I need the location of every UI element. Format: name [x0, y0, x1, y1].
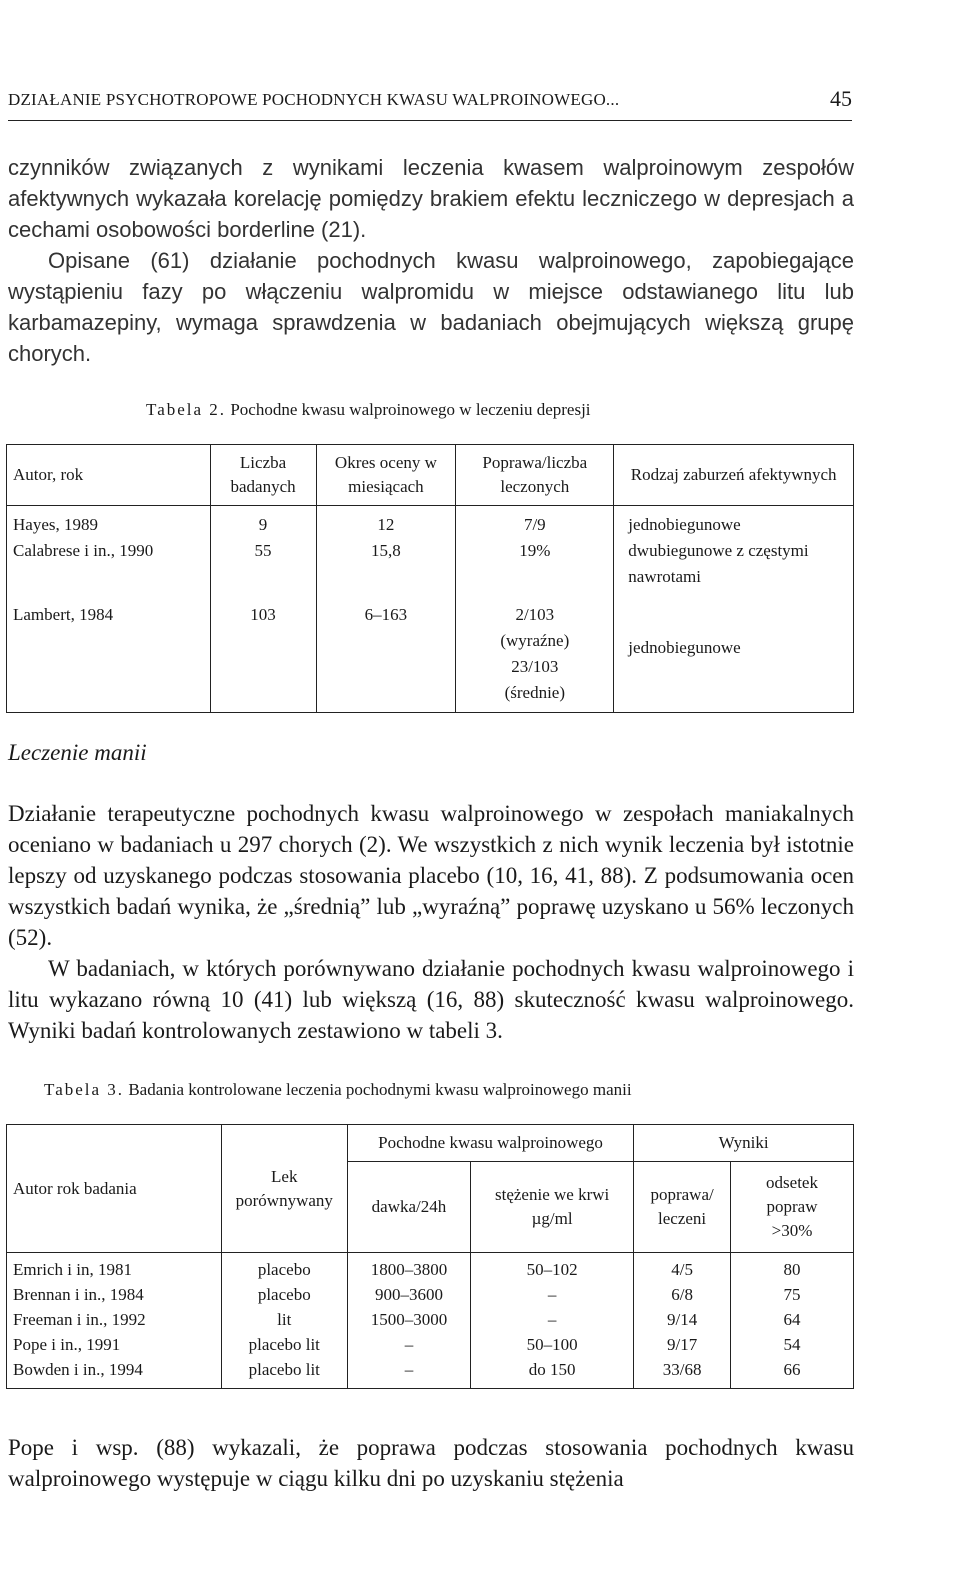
table-cell: 7/9 — [456, 506, 614, 539]
table-cell: 1500–3000 — [347, 1307, 470, 1332]
table-cell: dwubiegunowe z częstymi nawrotami — [614, 538, 854, 590]
table3-header-cell: Lek porównywany — [221, 1125, 347, 1253]
table-cell: 9/17 — [634, 1332, 731, 1357]
table-cell: 2/103 (wyraźne) 23/103 (średnie) — [456, 590, 614, 713]
table3-caption-label: Tabela 3. — [44, 1080, 125, 1099]
table-cell: 33/68 — [634, 1357, 731, 1389]
table-row — [7, 1282, 854, 1307]
page-number: 45 — [830, 86, 852, 111]
table-cell: – — [471, 1282, 634, 1307]
table-cell: 4/5 — [634, 1253, 731, 1283]
table3-caption-text: Badania kontrolowane leczenia pochodnymi kwasu walproinowego manii — [128, 1080, 632, 1099]
table2-caption-text: Pochodne kwasu walproinowego w leczeniu depresji — [230, 400, 591, 419]
table-cell: Bowden i in., 1994 — [13, 1360, 143, 1379]
table2-header-row — [7, 445, 854, 506]
table-cell: placebo — [221, 1282, 347, 1307]
table3-header-cell: poprawa/ leczeni — [634, 1162, 731, 1253]
table3-group-header: Wyniki — [634, 1125, 854, 1162]
table-cell: 12 — [316, 506, 456, 539]
table-cell: Calabrese i in., 1990 — [13, 541, 154, 560]
table-cell: 55 — [210, 538, 316, 590]
section-heading: Leczenie manii — [8, 740, 147, 765]
table-cell: 15,8 — [316, 538, 456, 590]
table2-header-cell: Liczba badanych — [210, 445, 316, 506]
table-cell: 6–163 — [316, 590, 456, 713]
table-row — [7, 1332, 854, 1357]
paragraph-1: czynników związanych z wynikami leczenia kwasem walproinowym zespołów afektywnych wykazała korelację pomiędzy brakiem efektu leczniczego w depresjach a cechami osobowości borderline (21). — [8, 155, 854, 242]
table-cell: 50–100 — [471, 1332, 634, 1357]
table-row — [7, 1307, 854, 1332]
table-cell: placebo lit — [221, 1357, 347, 1389]
table-cell: do 150 — [471, 1357, 634, 1389]
table-cell: 64 — [731, 1307, 854, 1332]
paragraph-2: Opisane (61) działanie pochodnych kwasu walproinowego, zapobiegające wystąpieniu fazy po włączeniu walpromidu w miejsce odstawianego litu lub karbamazepiny, wymaga sprawdzenia w badaniach obejmujących większą grupę chorych. — [8, 248, 854, 366]
table3-header-cell: stężenie we krwi µg/ml — [471, 1162, 634, 1253]
table-cell: placebo lit — [221, 1332, 347, 1357]
table-cell: 80 — [731, 1253, 854, 1283]
table-cell: Brennan i in., 1984 — [13, 1285, 144, 1304]
table-cell: – — [347, 1332, 470, 1357]
table-cell: Emrich i in, 1981 — [13, 1260, 132, 1279]
table2-header-cell: Poprawa/liczba leczonych — [456, 445, 614, 506]
table2-header-cell: Okres oceny w miesiącach — [316, 445, 456, 506]
table-cell: 9/14 — [634, 1307, 731, 1332]
table2-caption — [146, 400, 591, 420]
table-cell: jednobiegunowe — [614, 590, 854, 713]
table-cell: 103 — [210, 590, 316, 713]
table3-header-cell: Autor rok badania — [7, 1125, 222, 1253]
table-cell: 75 — [731, 1282, 854, 1307]
table-cell: Hayes, 1989 — [13, 515, 98, 534]
paragraph-3: Działanie terapeutyczne pochodnych kwasu walproinowego w zespołach maniakalnych oceniano w badaniach u 297 chorych (2). We wszystkich z nich wynik leczenia był istotnie lepszy od uzyskanego podczas stosowania placebo (10, 16, 41, 88). Z podsumowania ocen wszystkich badań wynika, że „średnią” lub „wyraźną” poprawę uzyskano u 56% leczonych (52). — [8, 801, 854, 950]
paragraph-4: W badaniach, w których porównywano działanie pochodnych kwasu walproinowego i litu wykazano równą 10 (41) lub większą (16, 88) skuteczność kwasu walproinowego. Wyniki badań kontrolowanych zestawiono w tabeli 3. — [8, 956, 854, 1043]
table2-header-cell: Autor, rok — [7, 445, 211, 506]
table-cell: 900–3600 — [347, 1282, 470, 1307]
table-row — [7, 506, 854, 539]
table3-caption — [44, 1080, 632, 1100]
table2-caption-label: Tabela 2. — [146, 400, 227, 419]
table-row — [7, 1253, 854, 1283]
table-2 — [6, 444, 854, 713]
table3-header-cell: dawka/24h — [347, 1162, 470, 1253]
table-cell: 9 — [210, 506, 316, 539]
table-cell: 50–102 — [471, 1253, 634, 1283]
table-cell: 66 — [731, 1357, 854, 1389]
table-cell: Freeman i in., 1992 — [13, 1310, 146, 1329]
table-cell: 54 — [731, 1332, 854, 1357]
table-cell: jednobiegunowe — [614, 506, 854, 539]
table-row — [7, 590, 854, 713]
table-row — [7, 538, 854, 590]
running-title: DZIAŁANIE PSYCHOTROPOWE POCHODNYCH KWASU WALPROINOWEGO... — [8, 90, 620, 109]
table3-group-header: Pochodne kwasu walproinowego — [347, 1125, 633, 1162]
table2-header-cell: Rodzaj zaburzeń afektywnych — [614, 445, 854, 506]
table-row — [7, 1357, 854, 1389]
table-cell: placebo — [221, 1253, 347, 1283]
paragraph-5: Pope i wsp. (88) wykazali, że poprawa podczas stosowania pochodnych kwasu walproinowego występuje w ciągu kilku dni po uzyskaniu stężenia — [8, 1435, 854, 1491]
table-3 — [6, 1124, 854, 1389]
table3-header-cell: odsetek popraw >30% — [731, 1162, 854, 1253]
table-cell: 6/8 — [634, 1282, 731, 1307]
table-cell: lit — [221, 1307, 347, 1332]
table-cell: Pope i in., 1991 — [13, 1335, 121, 1354]
table-cell: – — [347, 1357, 470, 1389]
running-head — [8, 84, 852, 121]
table-cell: 1800–3800 — [347, 1253, 470, 1283]
table-cell: Lambert, 1984 — [13, 605, 114, 624]
table-cell: 19% — [456, 538, 614, 590]
table3-header-row-1 — [7, 1125, 854, 1162]
table-cell: – — [471, 1307, 634, 1332]
